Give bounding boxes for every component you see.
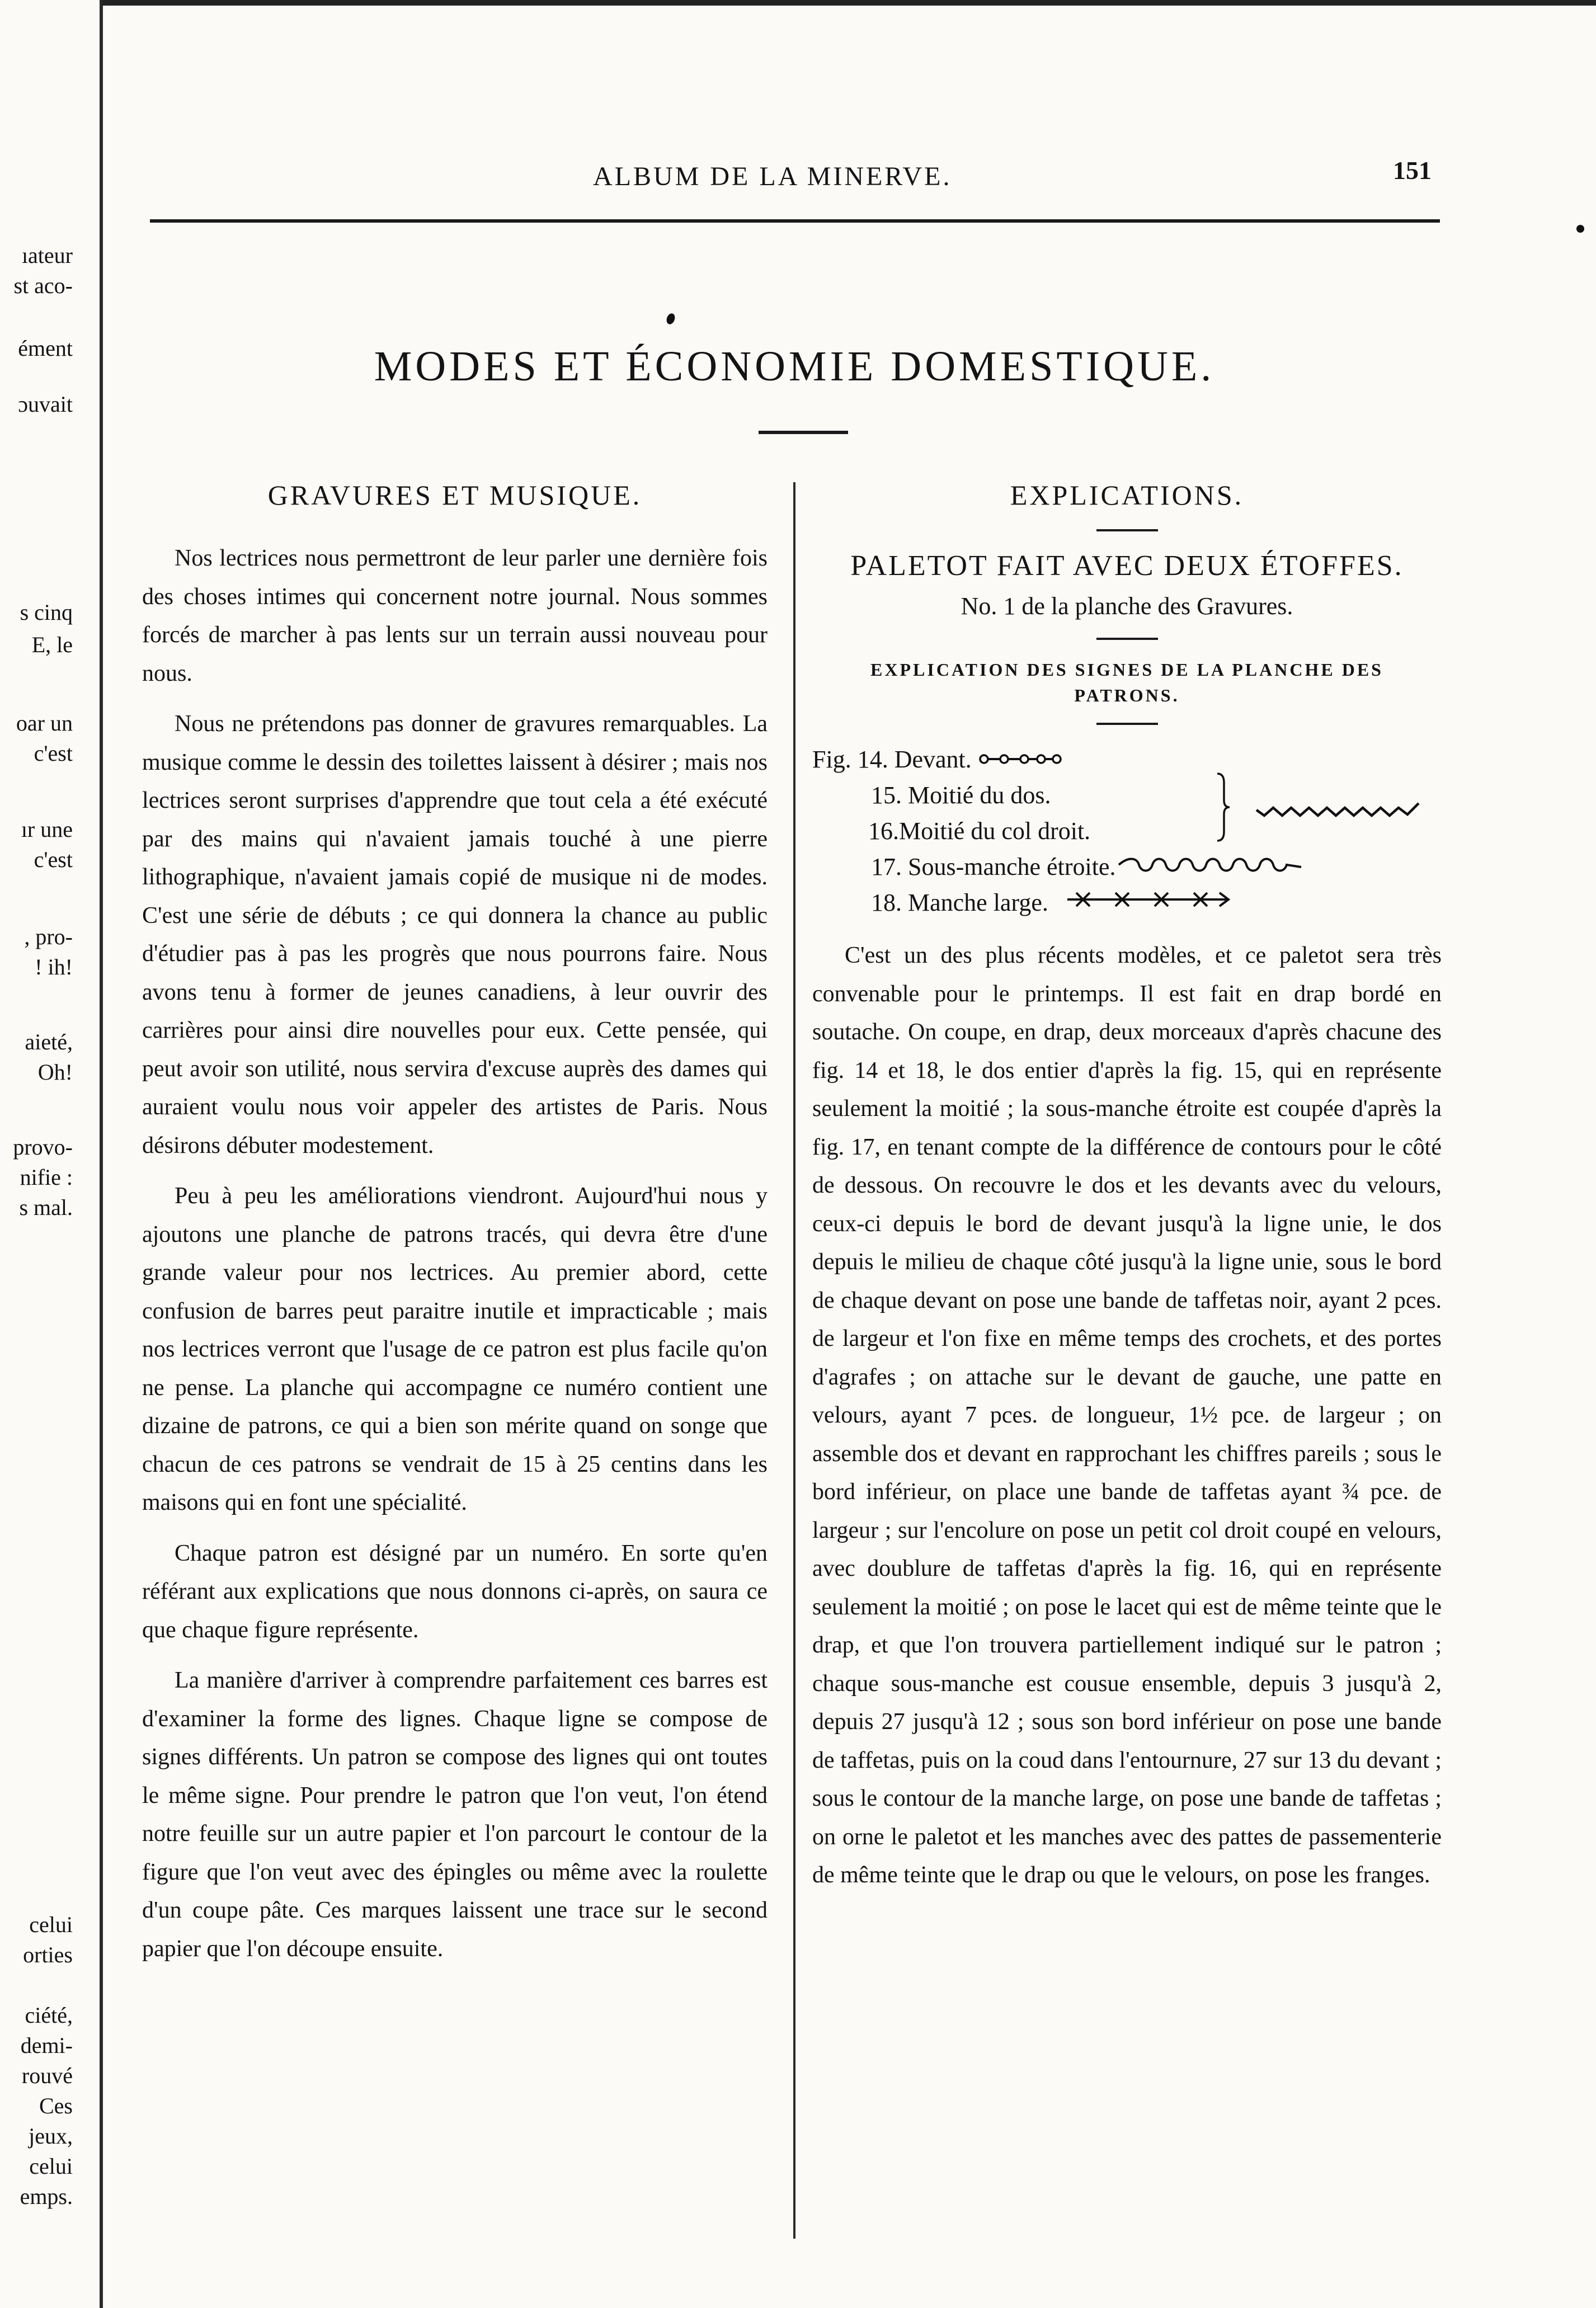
circle-chain-icon (978, 742, 1062, 778)
title-rule (759, 431, 848, 434)
fragment-text: celui (29, 1912, 73, 1937)
fragment-text: ɔuvait (18, 392, 73, 417)
fragment-text: , pro- (24, 924, 73, 949)
figure-label: Fig. 14. Devant. (812, 746, 972, 773)
ink-speck (1576, 225, 1584, 233)
figure-label: 17. Sous-manche étroite. (871, 853, 1116, 880)
section-heading: EXPLICATIONS. (1010, 479, 1244, 511)
page-gutter-rule (100, 0, 103, 2308)
fragment-text: Oh! (37, 1059, 73, 1085)
fragment-text: provo- (13, 1134, 73, 1160)
figure-row (812, 885, 1442, 921)
fragment-text: celui (29, 2154, 73, 2179)
fragment-text: jeux, (29, 2123, 73, 2149)
fragment-text: c'est (34, 741, 73, 766)
figure-sign-list (812, 742, 1442, 921)
signs-heading: EXPLICATION DES SIGNES DE LA PLANCHE DES PATRONS. (870, 660, 1383, 705)
paragraph: La manière d'arriver à comprendre parfaitement ces barres est d'examiner la forme des lignes. Chaque ligne se compose de signes différents. Un patron se compose des lignes qui ont toutes le même signe. Pour prendre le patron que l'on veut, l'on étend notre feuille sur un autre papier et l'on parcourt le contour de la figure que l'on veut avec des épingles ou même avec la roulette d'un coupe pâte. Ces marques laissent une trace sur le second papier que l'on découpe ensuite. (142, 1668, 768, 1962)
fragment-text: s mal. (19, 1195, 73, 1220)
figure-label: 18. Manche large. (871, 889, 1048, 916)
fragment-text: rouvé (21, 2063, 73, 2088)
fragment-text: ır une (21, 817, 73, 842)
section-rule (1096, 529, 1158, 531)
top-border-rule (101, 0, 1596, 6)
cross-arrow-chain-icon (1065, 885, 1233, 921)
fragment-text: ément (18, 336, 73, 361)
right-column (812, 475, 1442, 1907)
article-title: PALETOT FAIT AVEC DEUX ÉTOFFES. (850, 550, 1404, 582)
fragment-text: s cinq (20, 600, 73, 625)
figure-label: 16.Moitié du col droit. (868, 817, 1091, 845)
section-rule (1096, 723, 1158, 725)
fragment-text: c'est (34, 847, 73, 872)
fragment-text: orties (23, 1942, 73, 1967)
section-heading: GRAVURES ET MUSIQUE. (267, 479, 642, 511)
fragment-text: Ces (39, 2093, 73, 2118)
loop-chain-icon (1117, 849, 1307, 885)
brace-icon (1215, 771, 1232, 853)
shared-sign-group (1215, 776, 1422, 848)
column-divider (793, 482, 795, 2239)
page-number: 151 (1393, 156, 1432, 185)
article-subtitle: No. 1 de la planche des Gravures. (961, 592, 1293, 620)
paragraph: Peu à peu les améliorations viendront. Aujourd'hui nous y ajoutons une planche de patrons tracés, qui devra être d'une grande valeur pour nos lectrices. Au premier abord, cette confusion de barres peut paraitre inutile et impracticable ; mais nos lectrices verront que l'usage de ce patron est plus facile qu'on ne pense. La planche qui accompagne ce numéro contient une dizaine de patrons, ce qui a bien son mérite quand on songe que chacun de ces patrons se vendrait de 15 à 25 centins dans les maisons qui en font une spécialité. (142, 1183, 768, 1515)
fragment-text: ! ih! (35, 954, 73, 979)
fragment-text: oar un (16, 710, 73, 736)
figure-row (812, 849, 1442, 885)
figure-row (812, 742, 1442, 778)
paragraph: Nous ne prétendons pas donner de gravures remarquables. La musique comme le dessin des toilettes laissent à désirer ; mais nos lectrices seront surprises d'apprendre que tout cela a été exécuté par des mains qui n'avaient jamais touché à une pierre lithographique, n'avaient jamais copié de musique ni de modes. C'est une série de débuts ; ce qui donnera la chance au public d'étudier pas à pas les progrès que nous pourrons faire. Nous avons tenu à former de jeunes canadiens, à leur ouvrir des carrières pour ainsi dire nouvelles pour eux. Cette pensée, qui peut avoir son utilité, nous servira d'excuse auprès des dames qui auraient voulu nous voir appeler des artistes de Paris. Nous désirons débuter modestement. (142, 711, 768, 1158)
figure-label: 15. Moitié du dos. (871, 781, 1051, 809)
adjacent-page-fragments (0, 0, 73, 2308)
running-title: ALBUM DE LA MINERVE. (593, 162, 952, 191)
section-rule (1096, 638, 1158, 640)
fragment-text: ıateur (21, 243, 73, 268)
fragment-text: nifie : (20, 1165, 73, 1190)
fragment-text: ciété, (25, 2003, 73, 2028)
fragment-text: aieté, (25, 1029, 73, 1054)
paragraph: Nos lectrices nous permettront de leur parler une dernière fois des choses intimes qui concernent notre journal. Nous sommes forcés de marcher à pas lents sur un terrain aussi nouveau pour nous. (142, 545, 768, 686)
wavy-line-icon (1254, 794, 1422, 830)
paragraph: C'est un des plus récents modèles, et ce paletot sera très convenable pour le printemps. Il est fait en drap bordé en soutache. On coupe, en drap, deux morceaux d'après chacune des fig. 14 et 18, le dos entier d'après la fig. 15, qui en représente seulement la moitié ; la sous-manche étroite est coupée d'après la fig. 17, en tenant compte de la différence de contours pour le côté de dessous. On recouvre le dos et les devants avec du velours, ceux-ci depuis le bord de devant jusqu'à la ligne unie, le dos depuis le milieu de chaque côté jusqu'à la ligne unie, sous le bord de chaque devant on pose une bande de taffetas noir, ayant 2 pces. de largeur et l'on fixe en même temps des crochets, et des portes d'agrafes ; on attache sur le devant de gauche, une patte en velours, ayant 7 pces. de longueur, 1½ pce. de largeur ; on assemble dos et devant en rapprochant les chiffres pareils ; sous le bord inférieur, on place une bande de taffetas ayant ¾ pce. de largeur ; sur l'encolure on pose un petit col droit coupé en velours, avec doublure de taffetas d'après la fig. 16, qui en représente seulement la moitié ; on pose le lacet qui est de même teinte que le drap, et que l'on trouvera partiellement indiqué sur le patron ; chaque sous-manche est cousue ensemble, depuis 3 jusqu'à 2, depuis 27 jusqu'à 12 ; sous son bord inférieur on pose une bande de taffetas, puis on la coud dans l'entournure, 27 sur 13 du devant ; sous le contour de la manche large, on pose une bande de taffetas ; on orne le paletot et les manches avec des pattes de passementerie de même teinte que le drap ou que le velours, on pose les franges. (812, 943, 1442, 1888)
header-rule (150, 219, 1440, 223)
fragment-text: E, le (31, 632, 73, 657)
fragment-text: st aco- (13, 273, 73, 298)
fragment-text: demi- (20, 2033, 73, 2058)
paragraph: Chaque patron est désigné par un numéro. En sorte qu'en référant aux explications que nous donnons ci-après, on saura ce que chaque figure représente. (142, 1540, 768, 1643)
fragment-text: emps. (20, 2184, 73, 2209)
left-column (142, 475, 768, 1980)
page-title: MODES ET ÉCONOMIE DOMESTIQUE. (374, 343, 1215, 390)
ink-speck (665, 312, 676, 326)
